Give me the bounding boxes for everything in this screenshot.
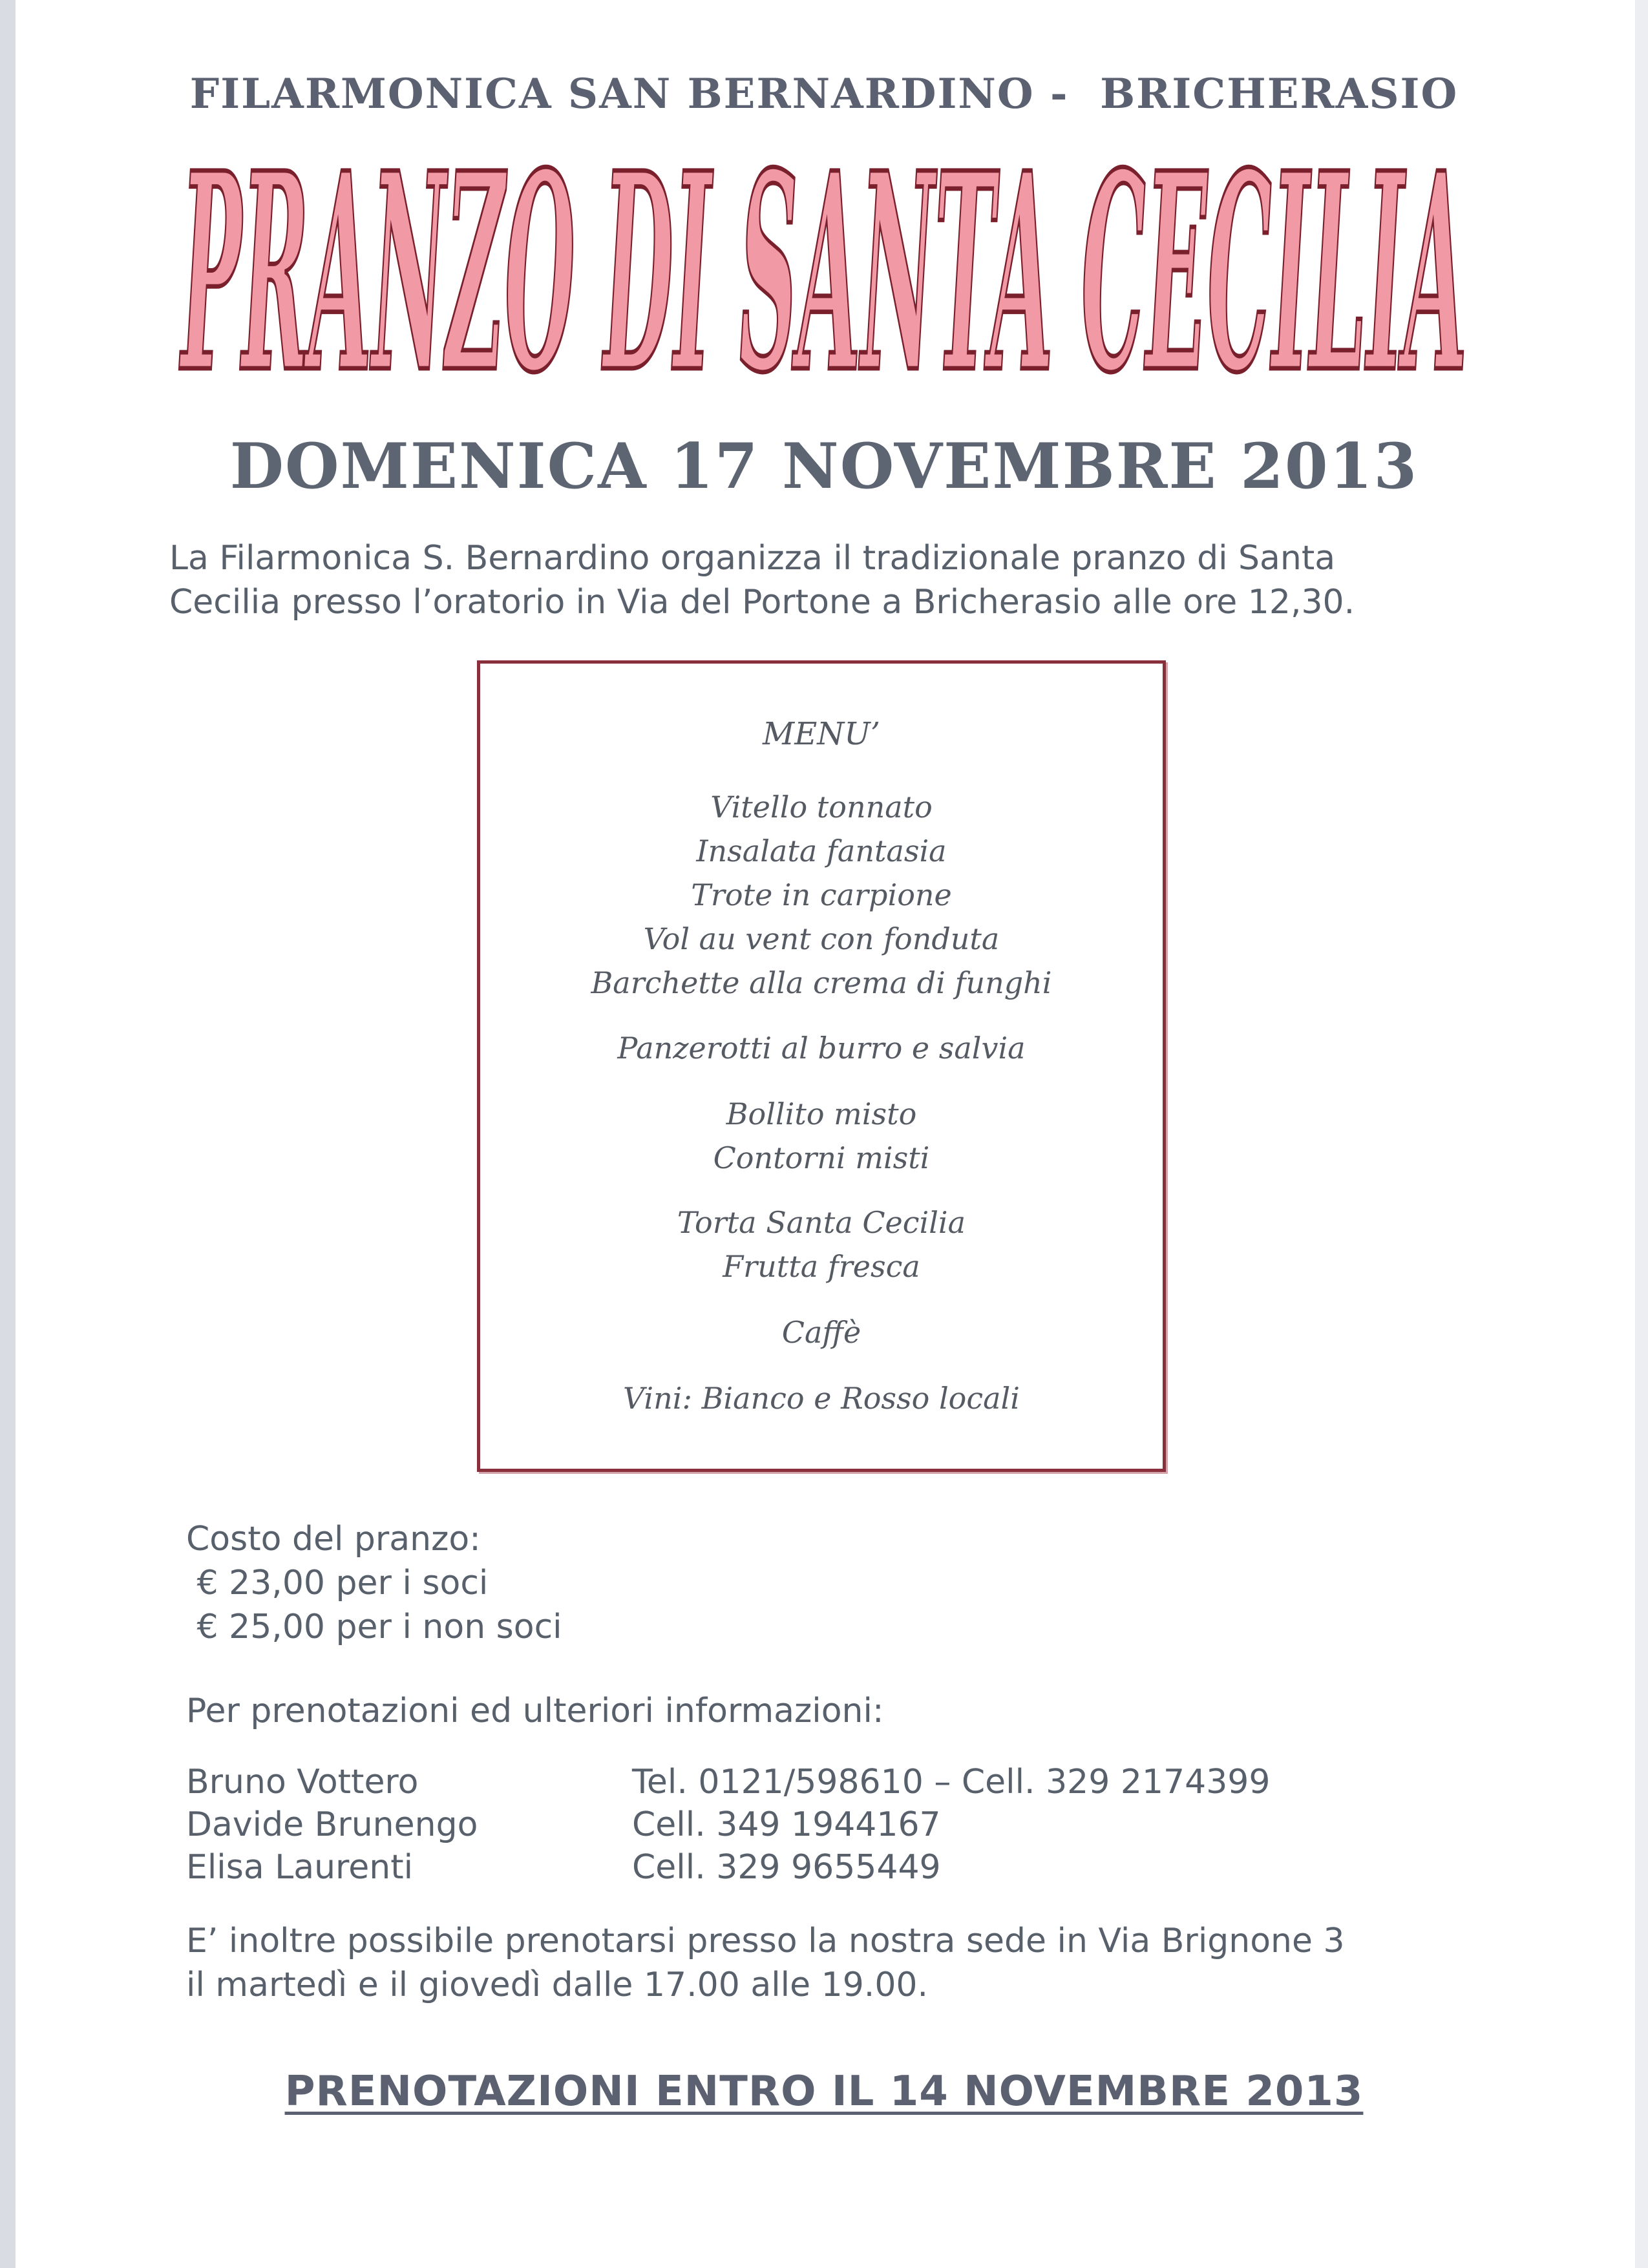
contact-name: Elisa Laurenti	[186, 1848, 414, 1887]
contact-phone: Cell. 349 1944167	[632, 1805, 941, 1844]
contact-name: Bruno Vottero	[186, 1763, 419, 1801]
menu-group-primi	[477, 1026, 1166, 1070]
menu-item: Vitello tonnato	[710, 790, 933, 824]
menu-group-vini	[477, 1376, 1166, 1420]
info-label: Per prenotazioni ed ulteriori informazioni:	[186, 1692, 884, 1730]
intro-paragraph	[169, 536, 1501, 624]
menu-item: Frutta fresca	[723, 1249, 920, 1284]
menu-item: Barchette alla crema di funghi	[591, 965, 1052, 1000]
menu-item: Trote in carpione	[691, 877, 952, 912]
menu-item: Vini: Bianco e Rosso locali	[623, 1381, 1020, 1416]
booking-note-line-1: E’ inoltre possibile prenotarsi presso la nostra sede in Via Brignone 3	[186, 1922, 1345, 1960]
contact-phone: Cell. 329 9655449	[632, 1848, 941, 1887]
event-title	[0, 142, 1648, 420]
intro-line-1: La Filarmonica S. Bernardino organizza il tradizionale pranzo di Santa	[169, 539, 1336, 578]
menu-group-caffe	[477, 1310, 1166, 1354]
event-title-wordart	[0, 142, 1648, 420]
contact-phone: Tel. 0121/598610 – Cell. 329 2174399	[632, 1763, 1271, 1801]
booking-note-line-2: il martedì e il giovedì dalle 17.00 alle 19.00.	[186, 1966, 929, 2004]
menu-item: Insalata fantasia	[696, 834, 947, 868]
menu-item: Contorni misti	[713, 1140, 930, 1175]
menu-item: Torta Santa Cecilia	[677, 1205, 966, 1240]
menu-group-antipasti	[477, 785, 1166, 1005]
cost-non-members: € 25,00 per i non soci	[186, 1608, 562, 1646]
cost-members: € 23,00 per i soci	[186, 1564, 489, 1602]
menu-title: MENU’	[763, 716, 880, 752]
menu-item: Panzerotti al burro e salvia	[617, 1031, 1026, 1066]
menu-item: Vol au vent con fonduta	[643, 921, 1000, 956]
menu-item: Bollito misto	[726, 1097, 917, 1131]
event-date: DOMENICA 17 NOVEMBRE 2013	[229, 430, 1419, 503]
menu-group-dolci	[477, 1201, 1166, 1288]
booking-deadline-text: PRENOTAZIONI ENTRO IL 14 NOVEMBRE 2013	[284, 2068, 1364, 2116]
menu-group-secondi	[477, 1092, 1166, 1180]
organizer-heading: FILARMONICA SAN BERNARDINO - BRICHERASIO	[189, 70, 1459, 118]
contact-name: Davide Brunengo	[186, 1805, 478, 1844]
cost-section	[186, 1517, 562, 1649]
menu-item: Caffè	[781, 1315, 861, 1350]
booking-deadline	[0, 2068, 1648, 2116]
cost-label: Costo del pranzo:	[186, 1520, 481, 1559]
booking-note	[186, 1919, 1479, 2007]
event-title-text: PRANZO DI SANTA CECILIA	[178, 142, 1468, 420]
intro-line-2: Cecilia presso l’oratorio in Via del Portone a Bricherasio alle ore 12,30.	[169, 583, 1355, 622]
